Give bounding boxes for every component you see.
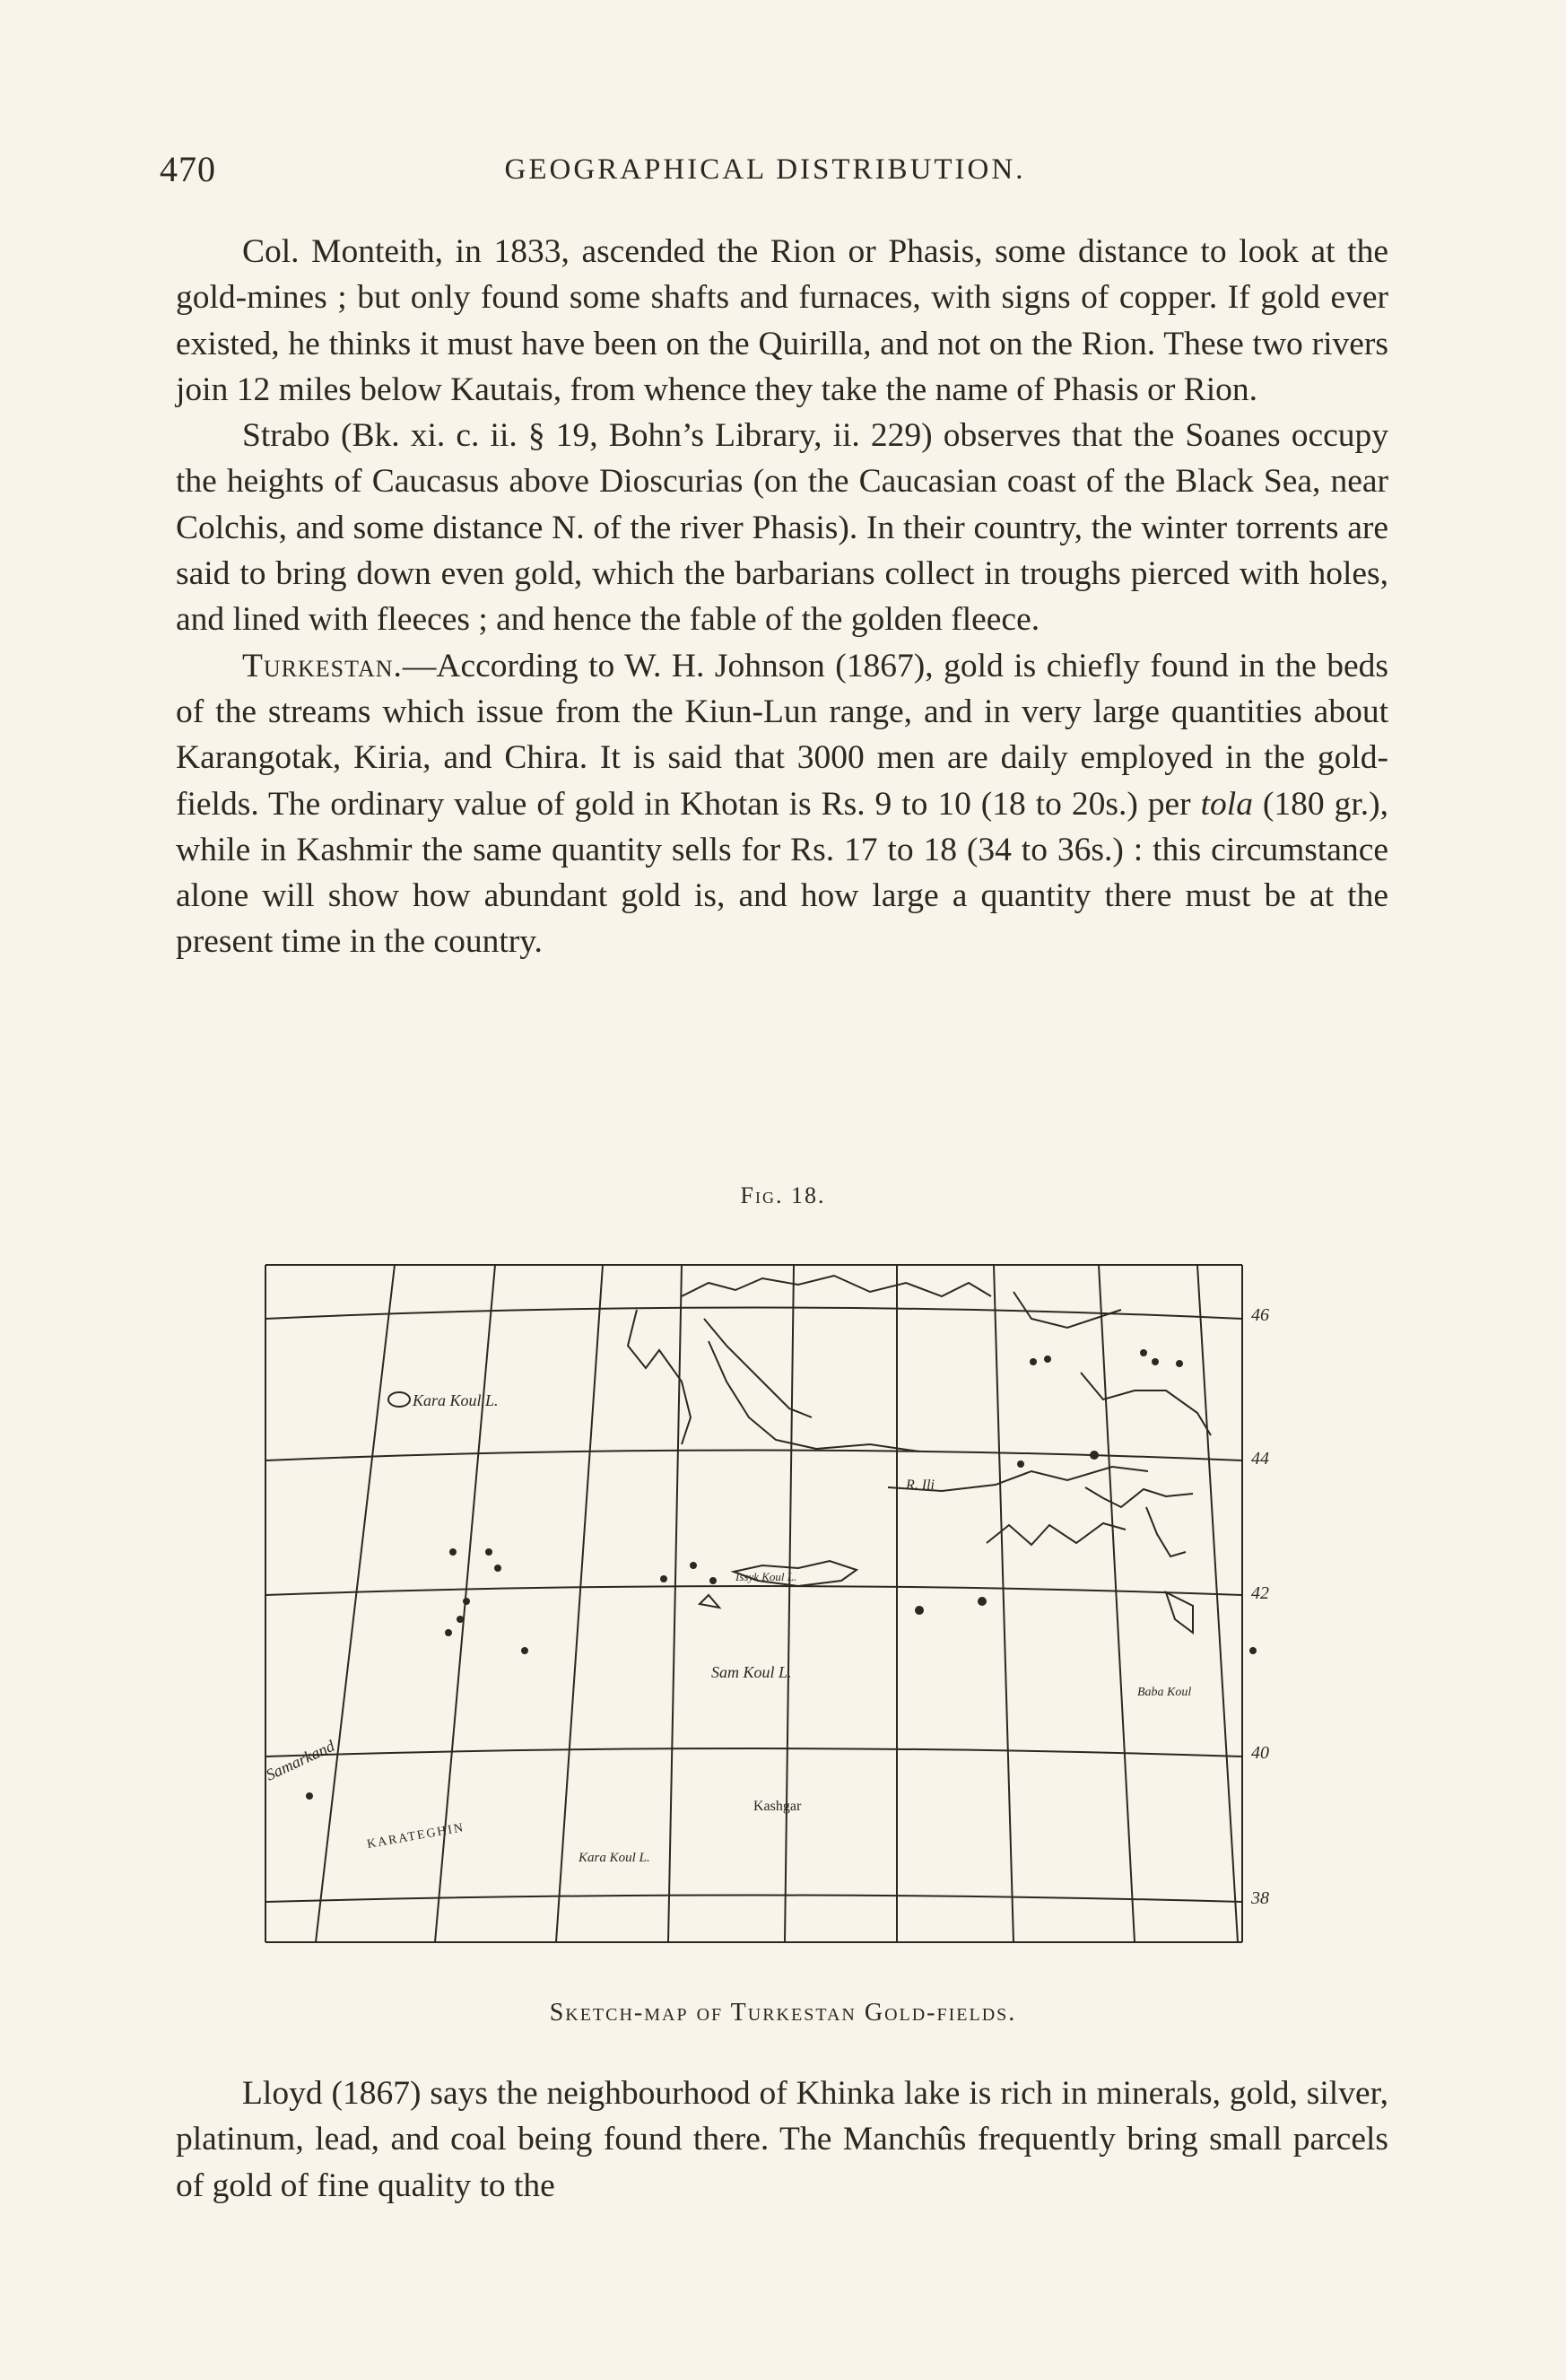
paragraph-turkestan [176,643,1388,965]
gold-field-dot [660,1575,667,1582]
mountain-rivers [987,1523,1126,1545]
running-head: GEOGRAPHICAL DISTRIBUTION. [504,153,1026,186]
parallel-46 [265,1308,1242,1320]
map-label-samarkand: Samarkand [263,1736,338,1784]
latitude-label-40: 40 [1251,1743,1269,1763]
parallel-42 [265,1586,1242,1595]
gold-field-dot [494,1565,501,1572]
northern-coastline [682,1276,991,1296]
paragraph-monteith: Col. Monteith, in 1833, ascended the Rion or Phasis, some distance to look at the gold-mines ; but only found some shafts and furnaces, with signs of copper. If gold ever existed, he thinks it must have been on the Quirilla, and not on the Rion. These two rivers join 12 miles below Kautais, from whence they take the name of Phasis or Rion. [176,233,1388,408]
meridian-7 [994,1265,1014,1942]
gold-field-dot [1140,1349,1147,1356]
river-branch [1146,1507,1186,1556]
meridian-8 [1099,1265,1135,1942]
gold-field-dot [1030,1358,1037,1365]
text-block-top [176,229,1388,965]
latitude-label-42: 42 [1251,1583,1269,1603]
river-ili-tributary [1085,1487,1193,1507]
gold-field-dot [1249,1647,1257,1654]
turkestan-text-part2: (180 gr.), while in Kashmir the same quantity sells for Rs. 17 to 18 (34 to 36s.) : this circumstance alone will show how abundant gold is, and how large a quantity there must be at the present time in the country. [176,785,1388,961]
gold-field-dot [1176,1360,1183,1367]
page-number: 470 [160,149,216,189]
northeast-coast [1014,1292,1121,1328]
gold-field-dot [445,1629,452,1636]
tola-term: tola [1200,785,1253,823]
gold-field-dot [485,1548,492,1556]
gold-field-dot [306,1792,313,1800]
parallel-40 [265,1748,1242,1757]
paragraph-strabo: Strabo (Bk. xi. c. ii. § 19, Bohn’s Library, ii. 229) observes that the Soanes occupy the heights of Caucasus above Dioscurias (on the Caucasian coast of the Black Sea, near Colchis, and some distance N. of the river Phasis). In their country, the winter torrents are said to bring down even gold, which the barbarians collect in troughs pierced with holes, and lined with fleeces ; and hence the fable of the golden fleece. [176,417,1388,639]
paragraph-lloyd: Lloyd (1867) says the neighbourhood of Khinka lake is rich in minerals, gold, silver, platinum, lead, and coal being found there. The Manchûs frequently bring small parcels of gold of fine quality to the [176,2075,1388,2204]
figure-caption: Sketch-map of Turkestan Gold-fields. [549,1999,1017,2027]
latitude-label-46: 46 [1251,1305,1269,1325]
river-flow-2 [709,1341,919,1452]
gold-field-dot [1044,1356,1051,1363]
map-label-river-ili: R. Ili [906,1478,935,1493]
meridian-3 [556,1265,603,1942]
gold-field-dot [457,1616,464,1623]
parallel-38 [265,1896,1242,1903]
meridian-5 [785,1265,794,1942]
map-label-kashgar: Kashgar [753,1799,802,1814]
gold-field-dot [521,1647,528,1654]
sketch-map [260,1256,1301,1947]
gold-field-dot [1017,1460,1024,1468]
map-label-issyk-koul: Issyk Koul L. [735,1570,797,1583]
gold-field-dot [449,1548,457,1556]
figure-label: Fig. 18. [740,1182,826,1208]
map-label-baba-koul: Baba Koul [1137,1686,1192,1699]
latitude-label-44: 44 [1251,1449,1269,1469]
river-flow-3 [1081,1373,1211,1435]
sam-koul-lake-shape [700,1595,719,1608]
baba-koul-lake-shape [1166,1592,1193,1633]
gold-field-dot [915,1606,924,1615]
kara-koul-lake-shape [388,1392,410,1407]
sketch-map-svg [260,1256,1301,1947]
gold-field-dot [1152,1358,1159,1365]
map-label-kara-koul-south: Kara Koul L. [579,1851,650,1865]
gold-field-dot [978,1597,987,1606]
gold-field-dot [690,1562,697,1569]
latitude-label-38: 38 [1251,1888,1269,1908]
turkestan-text-part1: —According to W. H. Johnson (1867), gold is chiefly found in the beds of the streams which issue from the Kiun-Lun range, and in very large quantities about Karangotak, Kiria, and Chira. It is said that 3000 men are daily employed in the gold-fields. The ordinary value of gold in Khotan is Rs. 9 to 10 (18 to 20s.) per [176,647,1388,823]
text-block-bottom [176,2071,1388,2209]
map-label-karateghin: KARATEGHIN [366,1821,466,1852]
gold-field-dot [1090,1451,1099,1460]
gold-field-dot [709,1577,717,1584]
gold-field-dot [463,1598,470,1605]
section-lead-turkestan: Turkestan. [242,647,403,684]
map-label-kara-koul: Kara Koul L. [413,1391,499,1409]
map-label-sam-koul: Sam Koul L. [711,1663,792,1681]
meridian-9 [1197,1265,1238,1942]
page-header [160,148,1370,202]
